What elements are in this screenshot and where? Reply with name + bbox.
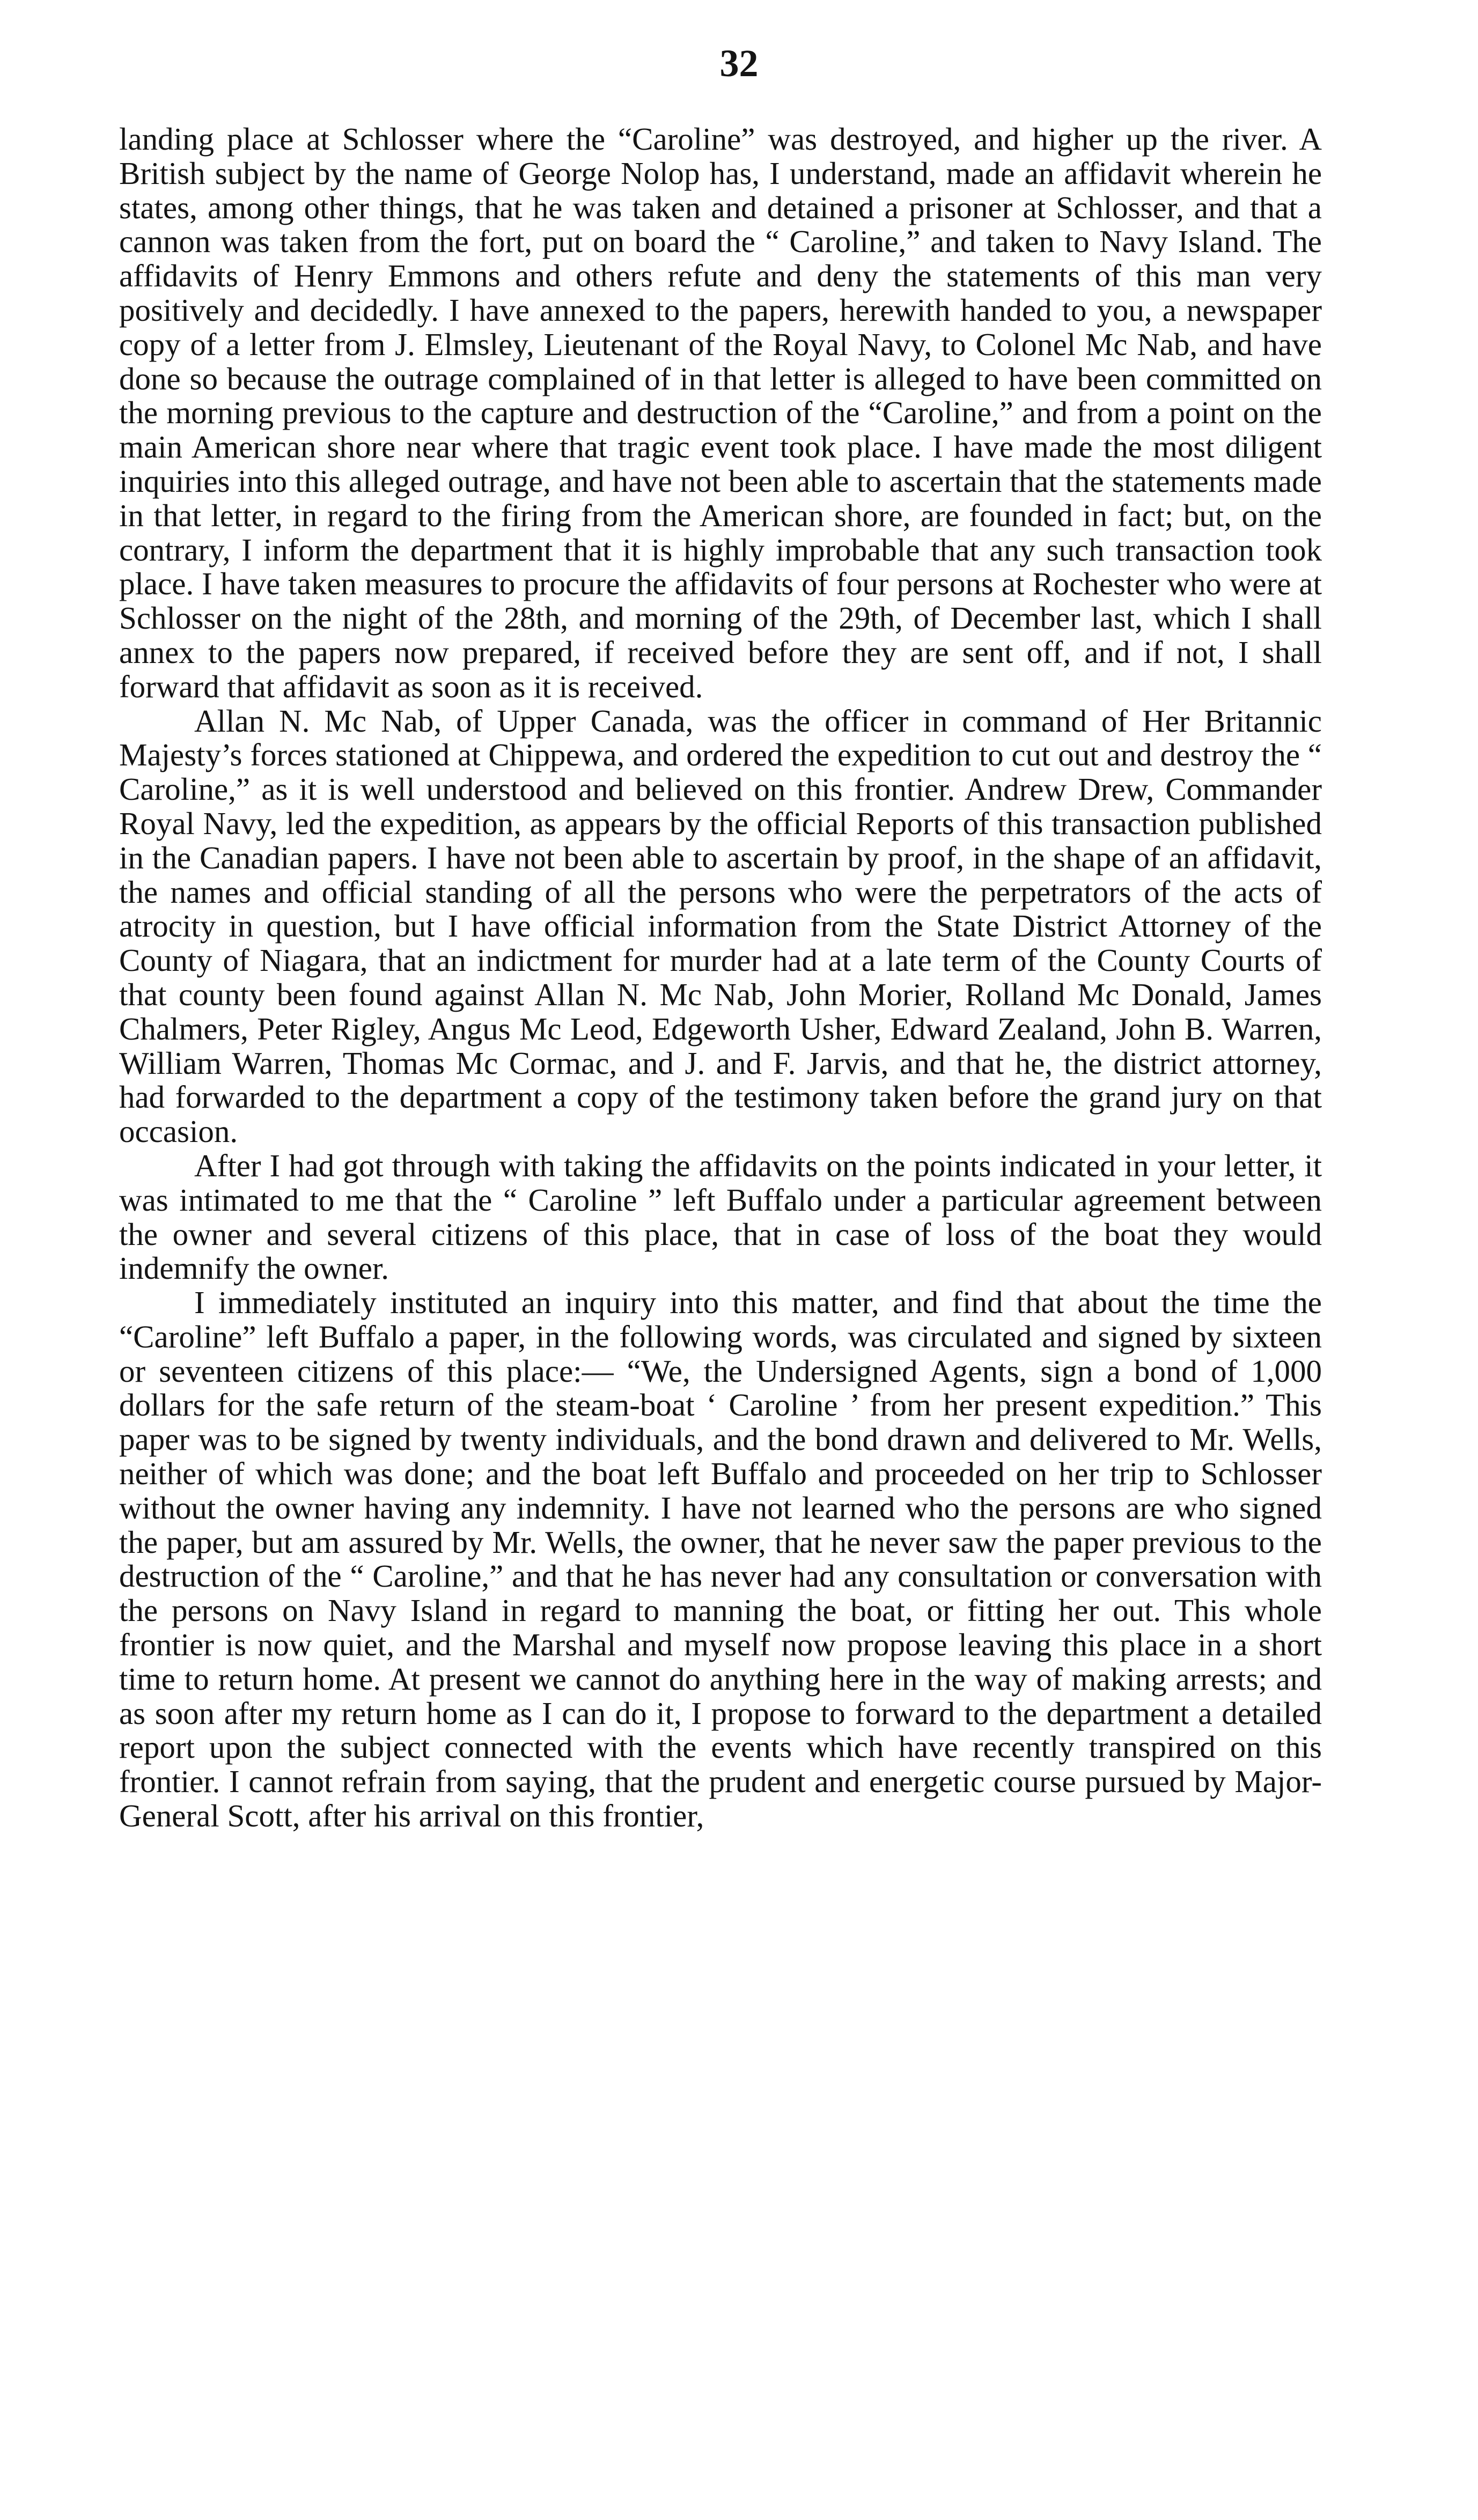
body-text — [119, 122, 1322, 1833]
paragraph-1: landing place at Schlosser where the “Caroline” was destroyed, and higher up the river. A British subject by the name of George Nolop has, I understand, made an affidavit wherein he states, among other things, that he was taken and detained a prisoner at Schlosser, and that a cannon was taken from the fort, put on board the “ Caroline,” and taken to Navy Island. The affidavits of Henry Emmons and others refute and deny the statements of this man very positively and decidedly. I have annexed to the papers, herewith handed to you, a newspaper copy of a letter from J. Elmsley, Lieutenant of the Royal Navy, to Colonel Mc Nab, and have done so because the outrage complained of in that letter is alleged to have been committed on the morning previous to the capture and destruction of the “Caroline,” and from a point on the main American shore near where that tragic event took place. I have made the most diligent inquiries into this alleged outrage, and have not been able to ascertain that the statements made in that letter, in regard to the firing from the American shore, are founded in fact; but, on the contrary, I inform the department that it is highly improbable that any such transaction took place. I have taken measures to procure the affidavits of four persons at Rochester who were at Schlosser on the night of the 28th, and morning of the 29th, of December last, which I shall annex to the papers now prepared, if received before they are sent off, and if not, I shall forward that affidavit as soon as it is received. — [119, 121, 1322, 704]
paragraph-2: Allan N. Mc Nab, of Upper Canada, was the officer in command of Her Britannic Majesty’s forces stationed at Chippewa, and ordered the expedition to cut out and destroy the “ Caroline,” as it is well understood and believed on this frontier. Andrew Drew, Commander Royal Navy, led the expedition, as appears by the official Reports of this transaction published in the Canadian papers. I have not been able to ascertain by proof, in the shape of an affidavit, the names and official standing of all the persons who were the perpetrators of the acts of atrocity in question, but I have official information from the State District Attorney of the County of Niagara, that an indictment for murder had at a late term of the County Courts of that county been found against Allan N. Mc Nab, John Morier, Rolland Mc Donald, James Chalmers, Peter Rigley, Angus Mc Leod, Edgeworth Usher, Edward Zealand, John B. Warren, William Warren, Thomas Mc Cormac, and J. and F. Jarvis, and that he, the district attorney, had forwarded to the department a copy of the testimony taken before the grand jury on that occasion. — [119, 703, 1322, 1150]
page-number: 32 — [719, 42, 759, 85]
paragraph-4: I immediately instituted an inquiry into this matter, and find that about the time the “Caroline” left Buffalo a paper, in the following words, was circulated and signed by sixteen or seventeen citizens of this place:— “We, the Undersigned Agents, sign a bond of 1,000 dollars for the safe return of the steam-boat ‘ Caroline ’ from her present expedition.” This paper was to be signed by twenty individuals, and the bond drawn and delivered to Mr. Wells, neither of which was done; and the boat left Buffalo and proceeded on her trip to Schlosser without the owner having any indemnity. I have not learned who the persons are who signed the paper, but am assured by Mr. Wells, the owner, that he never saw the paper previous to the destruction of the “ Caroline,” and that he has never had any consultation or conversation with the persons on Navy Island in regard to manning the boat, or fitting her out. This whole frontier is now quiet, and the Marshal and myself now propose leaving this place in a short time to return home. At present we cannot do anything here in the way of making arrests; and as soon after my return home as I can do it, I propose to forward to the department a detailed report upon the subject connected with the events which have recently transpired on this frontier. I cannot refrain from saying, that the prudent and energetic course pursued by Major-General Scott, after his arrival on this frontier, — [119, 1285, 1322, 1834]
paragraph-3: After I had got through with taking the affidavits on the points indicated in your letter, it was intimated to me that the “ Caroline ” left Buffalo under a particular agreement between the owner and several citizens of this place, that in case of loss of the boat they would indemnify the owner. — [119, 1147, 1322, 1286]
